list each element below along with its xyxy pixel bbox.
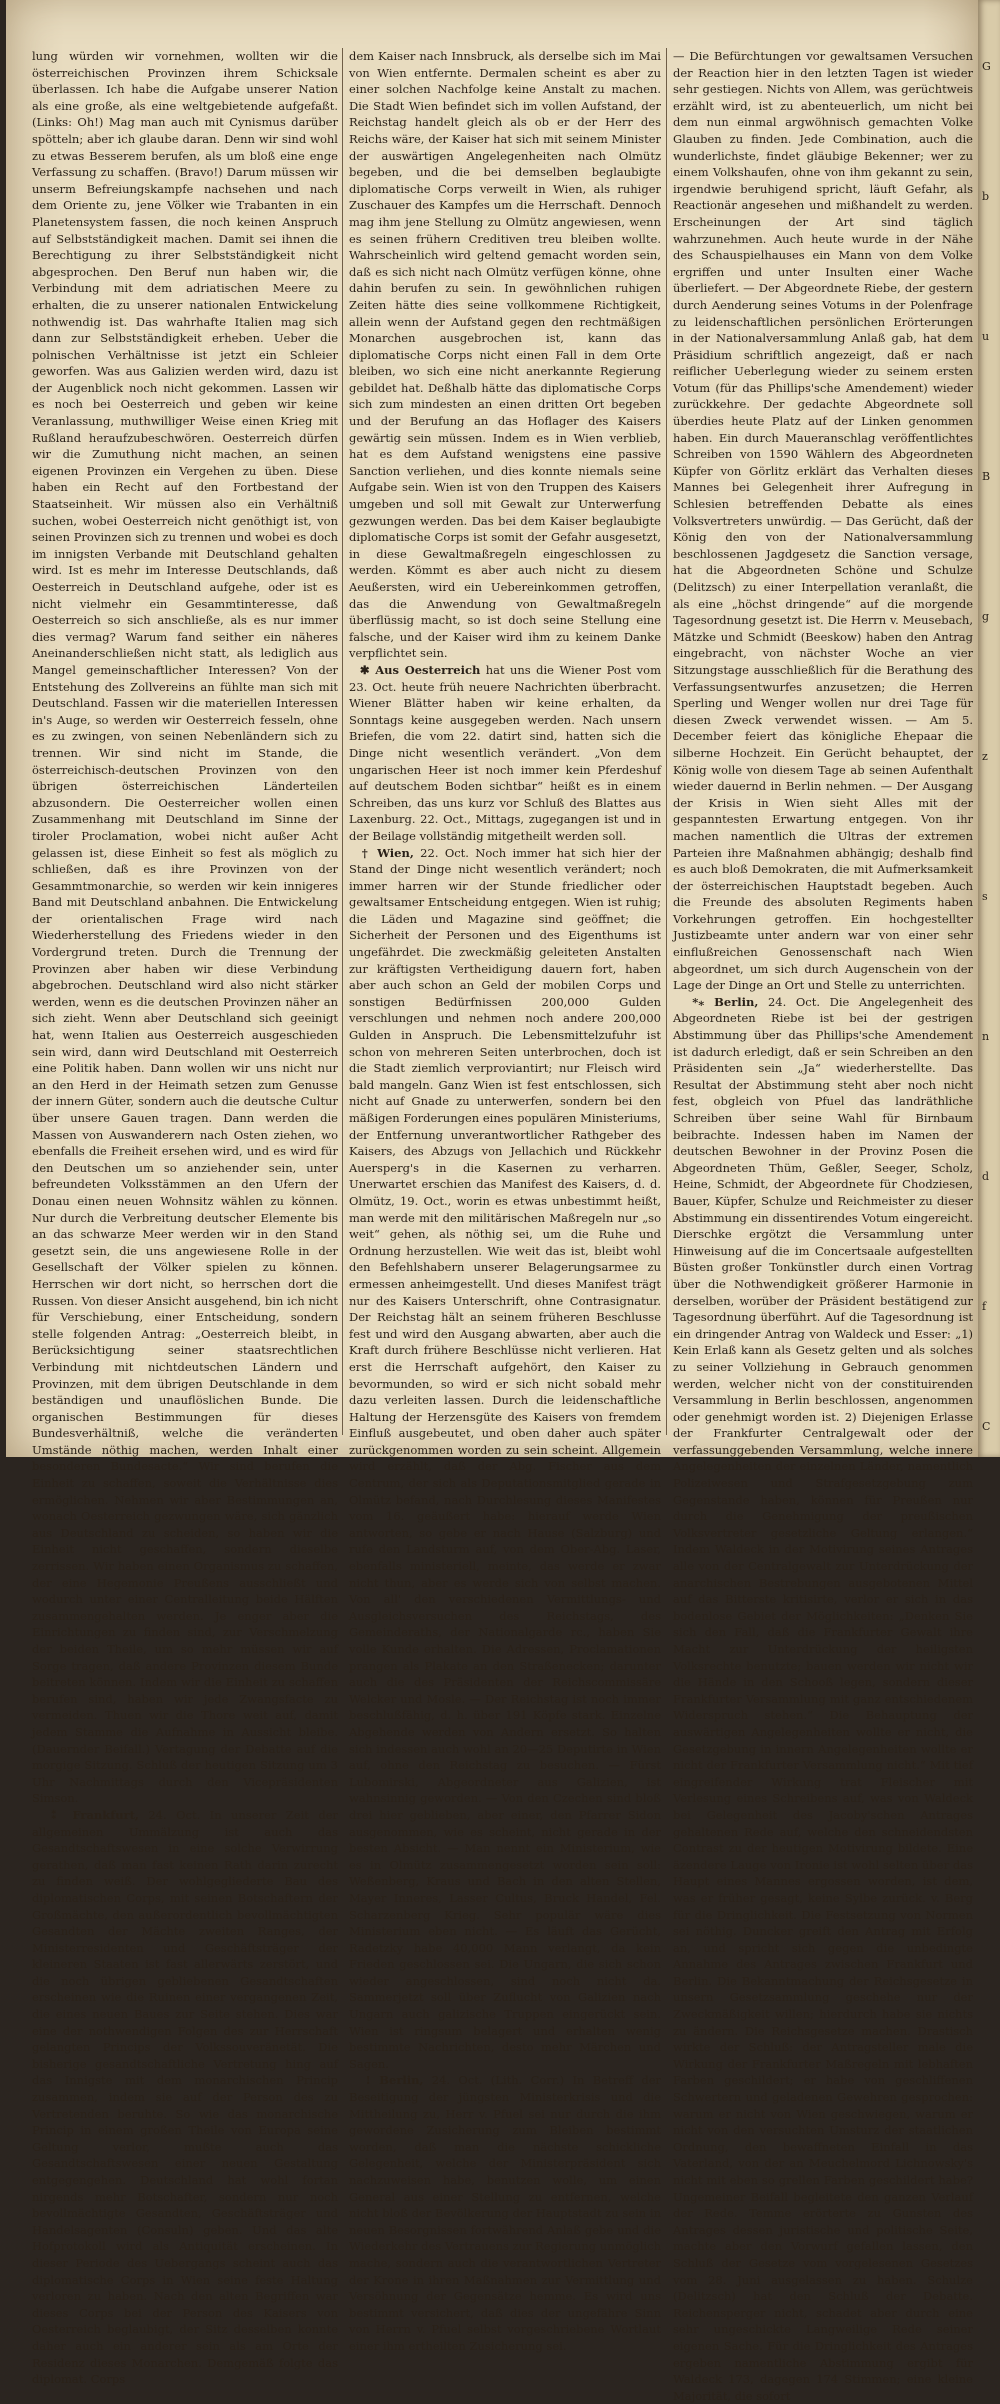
article-frankfurt <box>32 1807 338 2388</box>
article-text: 22. Oct. Noch immer hat sich hier der Stand der Dinge nicht wesentlich verändert; noch immer harren wir der Stunde friedlicher oder gewaltsamer Entscheidung entgegen. Wien ist ruhig; die Läden und Magazine sind geöffnet; die Sicherheit der Personen und des Eigenthums ist ungefährdet. Die zweckmäßig geleiteten Anstalten zur kräftigsten Vertheidigung dauern fort, haben aber auch schon an Geld der mobilen Corps und sonstigen Bedürfnissen 200,000 Gulden verschlungen und nehmen noch andere 200,000 Gulden in Anspruch. Die Lebensmittelzufuhr ist schon von mehreren Seiten unterbrochen, doch ist die Stadt ziemlich verproviantirt; nur Fleisch wird bald mangeln. Ganz Wien ist fest entschlossen, sich nicht auf Gnade zu unterwerfen, sondern bei den mäßigen Forderungen eines populären Ministeriums, der Entfernung unverantwortlicher Rathgeber des Kaisers, des Abzugs von Jellachich und Rückkehr Auersperg's in die Kasernen zu verharren. Unerwartet erschien das Manifest des Kaisers, d. d. Olmütz, 19. Oct., worin es etwas unbestimmt heißt, man werde mit den militärischen Maßregeln nur „so weit“ gehen, als nöthig sei, um die Ruhe und Ordnung herzustellen. Wie weit das ist, bleibt wohl den Befehlshabern unserer Belagerungsarmee zu ermessen anheimgestellt. Und dieses Manifest trägt nur des Kaisers Unterschrift, ohne Contrasignatur. Der Reichstag hält an seinem früheren Beschlusse fest und wird den Ausgang abwarten, aber auch die Kraft durch frühere Beschlüsse nicht verlieren. Hat erst die Herrschaft aufgehört, den Kaiser zu bevormunden, so wird er sich nicht sobald mehr dazu verleiten lassen. Durch die leidenschaftliche Haltung der Herzensgüte des Kaisers von fremdem Einfluß ausgebeutet, und oben daher auch später zurückgenommen worden zu sein scheint. Allgemein wird erzählt, daß der Abg. Fischer aus dem Centrum, der sich als Deputationsmitglied gerade in Olmütz befand, nach Durchlesung dieses Manifestes vom 16. geäußert habe: hierauf werde Wien antworten, so gebe er nach Hause (Salzburg) und rufe den Landsturm auf, von dem Ober-Abg. Laser, ebenfalls ministeriell, meinte, das werde er zwar nicht thun, aber es werde sich von selbst machen. Von all' den verschiedenen Vermittlungs- und Ausgleichsversuchen des Reichstags, des Gemeinderaths, der Nationalgarde rc., haben Sie volle Kunde erhalten. Die Adressen, Proclamationen prangen als Plakate an den Straßenecken; darunter auch die des Präsidenten der Reichscommissäre Welcker und Mosle. — Der Reichstag ist noch immer beschlußfähig, d. h. über 191 Köpfe stark. Einzelne Abgehende werden von Andern ersetzt. So halten sich indessen auch wohl an 20—25 Deputirte in Wien auf, ohne den Reichstag zu besuchen. — Fürst Lubomirski, Abgeordneter aus Galizien, ist wahnsinnig geworden. — Von den Czechen sind bloß drei hier geblieben, aber einer, den Pfarrer Sidon ausgenommen, wie es scheint, nicht gerade in der besten Absicht. — Man nennt ein Ministerium, wie es in Olmütz zusammengesetzt worden sein soll: Weßenberg, Kraus und Bach in den alten Stellen, Mayer Inneres, Lasser Cultus, Bruck Handel, Fel. Scharzenberg Krieg. Sehr populär wäre dies Ministerium eben nicht. — Es läuft das Gerücht, Radetzky habe 40,000 Mann verlangt, da kein Frieden geschlossen sei. Die Ungarn, die sich schon wieder angeschlossen, sind noch nicht da. Sammerjetzt soll über Zuflucht von Galizien nach Ungarn auch galizische Truppen eingerückt sein. Wien ist ringsum belagert und erhalten wenig bestimmte Nachrichten, desto mehr Märchen und Sagen. <box>349 845 661 2071</box>
edge-letter: d <box>982 1170 990 1183</box>
edge-letter: C <box>982 1420 991 1433</box>
edge-letter: b <box>982 190 990 203</box>
edge-letter: z <box>982 750 988 763</box>
dateline: † Wien, <box>361 845 414 860</box>
article-text: dem Kaiser nach Innsbruck, als derselbe sich im Mai von Wien entfernte. Dermalen scheint es aber zu einer solchen Nachfolge keine Anstalt zu machen. Die Stadt Wien befindet sich im vollen Aufstand, der Reichstag handelt gleich als ob er der Herr des Reichs wäre, der Kaiser hat sich mit seinem Minister der auswärtigen Angelegenheiten nach Olmütz begeben, und die bei demselben beglaubigte diplomatische Corps verweilt in Wien, als ruhiger Zuschauer des Kampfes um die Herrschaft. Dennoch mag ihm jene Stellung zu Olmütz angewiesen, wenn es seinen frühern Creditiven treu bleiben wollte. Wahrscheinlich wird geltend gemacht worden sein, daß es sich nicht nach Olmütz verfügen könne, ohne dahin berufen zu sein. In gewöhnlichen ruhigen Zeiten hätte dies seine vollkommene Richtigkeit, allein wenn der Aufstand gegen den rechtmäßigen Monarchen ausgebrochen ist, kann das diplomatische Corps nicht einen Fall in dem Orte bleiben, wo sich eine nicht anerkannte Regierung gebildet hat. Deßhalb hätte das diplomatische Corps sich zum mindesten an einen dritten Ort begeben und der Berufung an das Hoflager des Kaisers gewärtig sein müssen. Indem es in Wien verblieb, hat es dem Aufstand wenigstens eine passive Sanction verliehen, und dies konnte niemals seine Aufgabe sein. Wien ist von den Truppen des Kaisers umgeben und soll mit Gewalt zur Unterwerfung gezwungen werden. Das bei dem Kaiser beglaubigte diplomatische Corps ist somit der Gefahr ausgesetzt, in diese Gewaltmaßregeln eingeschlossen zu werden. Kömmt es aber auch nicht zu diesem Aeußersten, wird ein Uebereinkommen getroffen, das die Anwendung von Gewaltmaßregeln überflüssig macht, so ist doch seine Stellung eine falsche, und der Kaiser wird ihm zu keinem Danke verpflichtet sein. <box>349 49 661 661</box>
newspaper-page <box>6 0 982 2403</box>
dateline: ⁑ Frankfurt, <box>50 1807 139 1822</box>
column-rule <box>342 48 343 1435</box>
article-oesterreich <box>349 662 661 845</box>
next-page-edge <box>978 0 1000 1457</box>
dateline: ✱ Aus Oesterreich <box>359 662 481 677</box>
edge-letter: g <box>982 610 990 623</box>
edge-letter: s <box>982 890 988 903</box>
article-wien <box>349 845 661 2073</box>
column-middle <box>349 48 662 2353</box>
article-text: lung würden wir vornehmen, wollten wir die österreichischen Provinzen ihrem Schicksale überlassen. Ich habe die Aufgabe unserer Nation als eine große, als eine weltgebietende aufgefaßt. (Links: Oh!) Mag man auch mit Cynismus darüber spötteln; aber ich glaube daran. Denn wir sind wohl zu etwas Besserem berufen, als um bloß eine enge Verfassung zu schaffen. (Bravo!) Darum müssen wir unserm Befreiungskampfe nachsehen und nach dem Oriente zu, jene Völker wie Trabanten in ein Planetensystem fassen, die noch keinen Anspruch auf Selbstständigkeit machen. Damit sei ihnen die Berechtigung zu ihrer Selbstständigkeit nicht abgesprochen. Den Beruf nun haben wir, die Verbindung mit dem adriatischen Meere zu erhalten, die zu unserer nationalen Entwickelung nothwendig ist. Das wahrhafte Italien mag sich dann zur Selbstständigkeit erheben. Ueber die polnischen Verhältnisse ist jetzt ein Schleier geworfen. Was aus Galizien werden wird, dazu ist der Augenblick noch nicht gekommen. Lassen wir es noch bei Oesterreich und geben wir keine Veranlassung, muthwilliger Weise einen Krieg mit Rußland heraufzubeschwören. Oesterreich dürfen wir die Zumuthung nicht machen, an seinen eigenen Provinzen ein Vergehen zu üben. Diese haben ein Recht auf den Fortbestand der Staatseinheit. Wir müssen also ein Verhältniß suchen, wobei Oesterreich nicht genöthigt ist, von seinen Provinzen sich zu trennen und wobei es doch im innigsten Verbande mit Deutschland gehalten wird. Ist es mehr im Interesse Deutschlands, daß Oesterreich in Deutschland aufgehe, oder ist es nicht vielmehr ein Gesammtinteresse, daß Oesterreich so sich anschließe, als es nur immer dies vermag? Warum fand seither ein näheres Aneinanderschließen nicht statt, als lediglich aus Mangel gemeinschaftlicher Interessen? Von der Entstehung des Zollvereins an fühlte man sich mit Deutschland. Fassen wir die materiellen Interessen in's Auge, so werden wir Oesterreich fesseln, ohne es zu zwingen, von seinen Nebenländern sich zu trennen. Wir sind nicht im Stande, die österreichisch-deutschen Provinzen von den übrigen österreichischen Länderteilen abzusondern. Die Oesterreicher wollen einen Zusammenhang mit Deutschland im Sinne der tiroler Proclamation, wobei nicht außer Acht gelassen ist, diese Einheit so fest als möglich zu schließen, daß es ihre Provinzen von der Gesammtmonarchie, so werden wir kein innigeres Band mit Deutschland anbahnen. Die Entwickelung der orientalischen Frage wird nach Wiederherstellung des Friedens wieder in den Vordergrund treten. Durch die Trennung der Provinzen aber haben wir diese Verbindung abgebrochen. Deutschland wird also nicht stärker werden, wenn es die deutschen Provinzen näher an sich zieht. Wenn aber Deutschland sich geeinigt hat, wenn Italien aus Oesterreich ausgeschieden sein wird, dann wird Deutschland mit Oesterreich eine Politik haben. Dann wollen wir uns nicht nur an den Herd in der Heimath setzen zum Genusse der innern Güter, sondern auch die deutsche Cultur über unsere Gauen tragen. Dann werden die Massen von Auswanderern nach Osten ziehen, wo ebenfalls die Freiheit ersehen wird, und es wird für den Deutschen um so anziehender sein, unter befreundeten Volksstämmen an den Ufern der Donau einen neuen Wohnsitz wählen zu können. Nur durch die Verbreitung deutscher Elemente bis an das schwarze Meer werden wir in den Stand gesetzt sein, die uns angewiesene Rolle in der Gesellschaft der Völker spielen zu können. Herrschen wir dort nicht, so herrschen dort die Russen. Von dieser Ansicht ausgehend, bin ich nicht für Verschiebung, einer Entscheidung, sondern stelle folgenden Antrag: „Oesterreich bleibt, in Berücksichtigung seiner staatsrechtlichen Verbindung mit nichtdeutschen Ländern und Provinzen, mit dem übrigen Deutschlande in dem beständigen und unauflöslichen Bunde. Die organischen Bestimmungen für dieses Bundesverhältniß, welche die veränderten Umstände nöthig machen, werden Inhalt einer besonderen Bundesacte.“ Wir sind berufen die Einheit zu schaffen, soweit die Verhältnisse dies ermöglichen. Nehmen wir aber Bestimmungen an, wonach Oesterreich gezwungen wäre, sich gänzlich aus Deutschland zu scheiden, so haben wir die Einheit nicht geschaffen, sondern dieselbe zerrissen. Wir haben einen Organismus zu schaffen, der eine Hegemonie Preußens ausschließt und wodurch unter einer Centralleitung beide Hälften zusammengehalten werden. Je enger aber die Einrichtungen zu finden sind, zur Verschmelzung der beiden Theile, um so mehr müssen wir auf Sorge tragen, daß andere Provinzen diesem Bunde beitreten können. Indem wir die Einheit zu schaffen berufen sind, haben wir jede Zwangsfacte zu vermeiden. Thuen wir die Thore weit auf, damit jedem Stamme die Aufnahme in Aussicht bleibe. (Dauernder Beifall.) Vertagung der Debatte auf die morgige Sitzung. Schluß der heutigen Sitzung um 3 Uhr Nachmittags durch den Vicepräsidenten Simson. <box>32 49 338 1806</box>
article-berlin-2 <box>673 994 973 2404</box>
dateline: ! Berlin, <box>365 2073 424 2088</box>
dateline: *⁎ Berlin, <box>692 994 759 1009</box>
article-text: — Die Befürchtungen vor gewaltsamen Versuchen der Reaction hier in den letzten Tagen ist wieder sehr gestiegen. Nichts von Allem, was gerüchtweis erzählt wird, ist zu abenteuerlich, um nicht bei dem nun einmal argwöhnisch gemachten Volke Glauben zu finden. Jede Combination, auch die wunderlichste, findet gläubige Bekenner; wer zu einem Volkshaufen, ohne von ihm gekannt zu sein, irgendwie beruhigend spricht, läuft Gefahr, als Reactionär angesehen und mißhandelt zu werden. Erscheinungen der Art sind täglich wahrzunehmen. Auch heute wurde in der Nähe des Schauspielhauses ein Mann von dem Volke ergriffen und unter Insulten einer Wache überliefert. — Der Abgeordnete Riebe, der gestern durch Aenderung seines Votums in der Polenfrage zu leidenschaftlichen persönlichen Erörterungen in der Nationalversammlung Anlaß gab, hat dem Präsidium schriftlich angezeigt, daß er nach reiflicher Ueberlegung wieder zu seinem ersten Votum (für das Phillips'sche Amendement) wieder zurückkehre. Der gedachte Abgeordnete soll überdies heute Platz auf der Linken genommen haben. Ein durch Maueranschlag veröffentlichtes Schreiben von 1590 Wählern des Abgeordneten Küpfer von Görlitz erklärt das Verhalten dieses Mannes bei Gelegenheit ihrer Aufregung in Schlesien betreffenden Debatte als eines Volksvertreters unwürdig. — Das Gerücht, daß der König den von der Nationalversammlung beschlossenen Jagdgesetz die Sanction versage, hat die Abgeordneten Schöne und Schulze (Delitzsch) zu einer Interpellation veranlaßt, die als eine „höchst dringende“ auf die morgende Tagesordnung gesetzt ist. Die Herrn v. Meusebach, Mätzke und Schmidt (Beeskow) haben den Antrag eingebracht, von nächster Woche an vier Sitzungstage ausschließlich für die Berathung des Verfassungsentwurfes anzusetzen; die Herren Sperling und Wenger wollen nur drei Tage für diesen Zweck verwendet wissen. — Am 5. December feiert das königliche Ehepaar die silberne Hochzeit. Ein Gerücht behauptet, der König wolle von diesem Tage ab seinen Aufenthalt wieder dauernd in Berlin nehmen. — Der Ausgang der Krisis in Wien sieht Alles mit der gespanntesten Erwartung entgegen. Von ihr machen namentlich die Ultras der extremen Parteien ihre Maßnahmen abhängig; deshalb find es auch bloß Demokraten, die mit Aufmerksamkeit der österreichischen Hauptstadt begeben. Auch die Freunde des absoluten Regiments haben Vorkehrungen getroffen. Ein hochgestellter Justizbeamte unter andern war von einer sehr einflußreichen Genossenschaft nach Wien abgeordnet, um sich durch Augenschein von der Lage der Dinge an Ort und Stelle zu unterrichten. <box>673 49 973 993</box>
column-left <box>32 48 338 2387</box>
article-text: 24. Oct. In unserer Zeit der allgemeinen Ummälzung ist auch das Gesandtschaftswesen in eine solche Verwirrung gerathen, daß man fast keinen Rath darin zurecht zu finden weiß. Der wohlgegliederte Bau des diplomatischen Corps, mit seinen Botschaftern der Großmächte, den außerordentlich bevollmächtigten Gesandten der Mächte zweiten Ranges, der Ministerresidenten und Geschäftsträger der kleineren Staaten ist fast allerwärts zerstört, und die noch übrigen gebliebenen Gesandtschaften erscheinen wie die Ruinen einer vergangenen Zeit, die eines neuen Baues zur Seite stehen. Dies war eine der nothwendigen Folgen des zur Herrschaft gelangten Princips der Volkssouveränetät. Die bisherige gesandtschaftliche Vertretung hing auf das Innigste mit dem monarchischen Princip zusammen, indem sie auf der Person des zu Vertretenden beruhte. So wie das monarchische Princip in einem großen Theile von Europa seine Geltung verlor, mußte auch das Gesandtschaftswesen einer neuen Gestaltung entgegengehen. Deutschland hat wohl fortan nirgends mehr Botschafter, sondern nur noch bevollmächtigte Gesandten, Geschäftsträger und Handelsagenten (Consuln) geben. Und das alte Hofprotokoll wird als Antiquität erscheinen. In dieser Periode des Uebergangs scheint auch das diplomatische Corps in Wien seine feste Haltung verloren zu haben. Nach den alten Begriffen war dieses Corps bei der Person des Kaisers von Oesterreich beglaubigt, der Sitz desselben konnte daher auch ein anderer sein als am Orte der Residenz dieses Monarchen. Demgemäß folgte das diplomat. Corps <box>32 1807 338 2387</box>
article-berlin <box>349 2072 661 2354</box>
edge-letter: G <box>982 60 991 73</box>
column-right <box>673 48 974 2403</box>
article-text: 24. Oct. Die Angelegenheit des Abgeordneten Riebe ist bei der gestrigen Abstimmung über das Phillips'sche Amendement ist dadurch erledigt, daß er sein Schreiben an den Präsidenten sein „Ja“ wiederherstellte. Das Resultat der Abstimmung steht aber noch nicht fest, obgleich von Pfuel das landräthliche Schreiben über seine Wahl für Birnbaum beibrachte. Indessen haben im Namen der deutschen Bewohner in der Provinz Posen die Abgeordneten Thüm, Geßler, Seeger, Scholz, Heine, Schmidt, der Abgeordnete für Chodziesen, Bauer, Küpfer, Schulze und Reichmeister zu dieser Abstimmung ein dissentirendes Votum eingereicht. Dierschke ergötzt die Versammlung unter Hinweisung auf die im Concertsaale aufgestellten Büsten großer Tonkünstler durch einen Vortrag über die Nothwendigkeit größerer Harmonie in derselben, worüber der Präsident bestätigend zur Tagesordnung überführt. Auf die Tagesordnung ist ein dringender Antrag von Waldeck und Esser: „1) Kein Erlaß kann als Gesetz gelten und als solches zu seiner Vollziehung in Gebrauch genommen werden, welcher nicht von der constituirenden Versammlung in Berlin beschlossen, angenommen oder genehmigt worden ist. 2) Diejenigen Erlasse der Frankfurter Centralgewalt oder der verfassunggebenden Versammlung, welche innere Angelegenheiten der einzelnen Länder, namentlich Polizeiwesen und Strafgesetzgebung zum Gegenstande haben, können für Preußen nur durch die Genehmigung der preußischen Volksvertreter gesetzliche Geltung erlangen.“ Indem Waldeck in der Motivirung seines Antrages alle von der Centralgewalt zur Unterdrückung der anarchischen Bestrebungen ausgebotenen Mittel auf das Bitterste kritisirte, verlor er sich in das bodenlose Gebiet der Möglichkeiten: „Denken Sie sich den Fall, daß die Frankfurter Gewalt ihre Macht zur Unterdrückung der heiligsten Volksrechte benutzte; bauen werden wir nicht wir die Hände in den Schooß legen, sondern dieser Frankfurter Versammlung mit ganz entschiedenem Widerspruch stehen.“ Die Behauptung der auswärtigen Angelegenheiten wollte er nicht, die Gesetzgebung in innern Angelegenheiten wollte er nicht der Frankfurter Versammlung nicht.“ Mit tief eingreifender Wirkung trat Fleischer mit Verlesung eines Schreibens auf, was von Waldeck bei Gelegenheit des Jacoby'schen Antrages gehaltenen Rede auf, welche den schneidendsten Contrast zu der heutigen Motivirung bildete. Eine äzendere Lauge von Ironie ist wohl selten über das Haupt eines Mannes ergossen worden, ist dem, was er früher gesagt, keine Sylbe zurück. v. Berg für die Dringlichkeit. Die Festsetzung von Normen sei nöthig. Duncker greift den Antrag mit Erfolg an, und spricht sich gegen die unbedingte Annahme des Antrages zwischen Frankfurt und Berlin. Die Bekanntmachung der Reichsgesetze in unsern Gesetzsammlung geschehe nur der Zweckmäßigkeit willen; hierdurch habe sie nichts zu ändern. Die Reichsgesetze machen. Drastisch wirkte der Schluß: der Antragsteller male die Wirkung der Frankfurter Maßregeln mit lebhaften Farben geschildert; er habe von geschliffenen Schwertern und geladenen Gewehren gesprochen: warum er nicht von Wien geschwiegen, warum er nicht von den versuchten Umsturz der staatlichen Ordnung, den bewaffneten Einfall in das Vaterland, von der an Meuchelmord Lichnowsky's nicht mit eben so grellen Farben geschildert habe? Ungemeiner Beifall begleitete den ganzen Verlauf der Rede. Temme erörterte zu Gunsten des Antrages dessen juristische und politische Seite, machte aber den Vorwurf gefallen lassen, den Schluß der Gesetze vom vorgelesenen Gesetzes vom 28. Juni ausgelassen zu haben. Schulze (Delitzsch) hat den Schluß der Debatte. Reichensperger nicht, schadet aber durch eine sehr ungeschickte Langweilige Rede seiner eigenen Sache. Für die Dringlichkeit des Antrages ergeben namentliche Abstimmung ergibt für Waldeck 173, dagegen 174 Stimmen; eine kleine Majorität, die sofort <box>673 994 974 2403</box>
article-text: 24. Oct. (Lith. Corr.) In Betreff der Beseitigung der jüngsten Ministerkrisis und die Mittheilung zu, Herr v. Pfuel sei nur durch die ihm gewordene Zusicherung zum Bleiben bestimmt worden, daß man die nächste schickliche Gelegenheit, welche der Ministerpräsident sich nachzuweisen habe, benutzen wolle, um einen General aus einer Stellung zu entfernen, welche nicht bloß der Bevölkerung der Hauptstadt zu sein in neuen Besorgnissen fortwährend Anlaß gebe und die Wiederkehr des Vertrauens zur Regierung unmöglich mache, sondern auch die verantwortlichen Vertreter der Krone in ihren Maßnahmen zur Vermittlung und Versöhnung der Gegensätze hemme. Es wird uns bestimmt versichert, daß dies der ungefähre Sinn von Herrn v. Pfuel selbst vorgeschriebene Wortlaut einer ihm ertheilten Zusicherung sei. <box>349 2073 662 2353</box>
column-rule <box>666 48 667 1435</box>
edge-letter: u <box>982 330 990 343</box>
edge-letter: B <box>982 470 991 483</box>
edge-letter: f <box>982 1300 987 1313</box>
article-text: hat uns die Wiener Post vom 23. Oct. heute früh neuere Nachrichten überbracht. Wiener Blätter haben wir keine erhalten, da Sonntags keine ausgegeben werden. Nach unsern Briefen, die vom 22. datirt sind, hatten sich die Dinge nicht wesentlich verändert. „Von dem ungarischen Heer ist noch immer kein Pferdeshuf auf deutschem Boden sichtbar“ heißt es in einem Schreiben, das uns kurz vor Schluß des Blattes aus Laxenburg. 22. Oct., Mittags, zugegangen ist und in der Beilage vollständig mitgetheilt werden soll. <box>349 662 662 843</box>
edge-letter: n <box>982 1030 990 1043</box>
